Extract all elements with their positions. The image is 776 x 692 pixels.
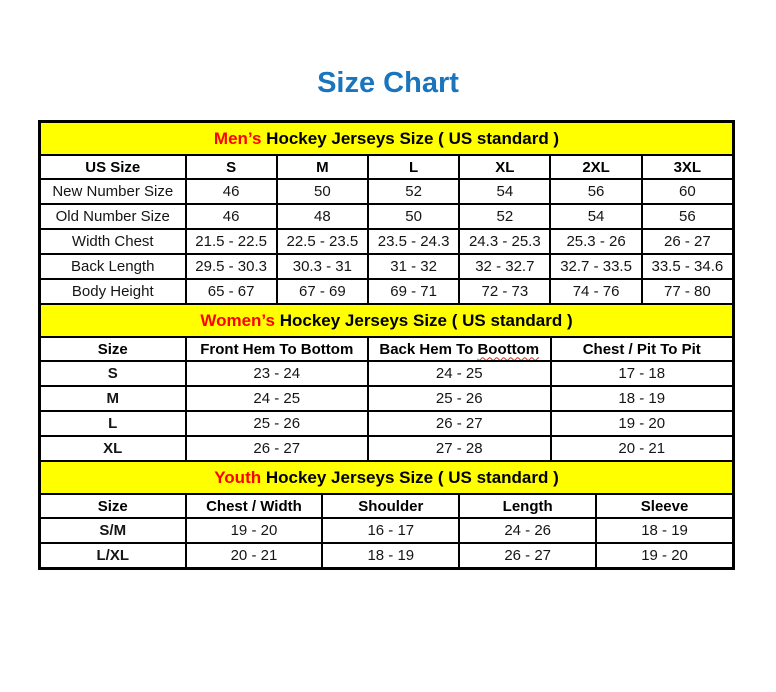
- size-value: 24 - 26: [459, 518, 596, 543]
- size-value: 18 - 19: [322, 543, 459, 568]
- size-value: 26 - 27: [459, 543, 596, 568]
- column-header: Size: [40, 337, 186, 361]
- table-row: [40, 254, 733, 279]
- size-value: 69 - 71: [368, 279, 459, 304]
- misspelled-word: Boottom: [477, 340, 540, 358]
- size-value: 23.5 - 24.3: [368, 229, 459, 254]
- table-row: [40, 386, 733, 411]
- size-table-mens: [39, 121, 734, 305]
- column-header: Back Hem To Boottom: [368, 337, 550, 361]
- column-header: Length: [459, 494, 596, 518]
- row-label: Width Chest: [40, 229, 186, 254]
- size-chart: [38, 120, 735, 570]
- size-value: 26 - 27: [186, 436, 368, 461]
- size-value: 26 - 27: [642, 229, 733, 254]
- section-header-mens: [40, 122, 733, 155]
- size-value: 46: [186, 204, 277, 229]
- size-value: 31 - 32: [368, 254, 459, 279]
- column-header: Shoulder: [322, 494, 459, 518]
- section-header-highlight: Youth: [214, 467, 262, 487]
- size-value: 27 - 28: [368, 436, 550, 461]
- size-table-womens: [39, 303, 734, 462]
- column-header: 3XL: [642, 155, 733, 179]
- size-value: 72 - 73: [459, 279, 550, 304]
- table-row: [40, 279, 733, 304]
- size-value: 16 - 17: [322, 518, 459, 543]
- size-value: 23 - 24: [186, 361, 368, 386]
- column-header: Front Hem To Bottom: [186, 337, 368, 361]
- size-value: 25.3 - 26: [550, 229, 641, 254]
- size-value: 17 - 18: [551, 361, 734, 386]
- column-header: M: [277, 155, 368, 179]
- size-value: 19 - 20: [186, 518, 323, 543]
- size-value: 30.3 - 31: [277, 254, 368, 279]
- column-header: US Size: [40, 155, 186, 179]
- size-value: 56: [642, 204, 733, 229]
- row-label: New Number Size: [40, 179, 186, 204]
- size-value: 18 - 19: [551, 386, 734, 411]
- size-value: 48: [277, 204, 368, 229]
- size-value: 65 - 67: [186, 279, 277, 304]
- section-header-text: Hockey Jerseys Size ( US standard ): [274, 310, 573, 330]
- column-header: Chest / Pit To Pit: [551, 337, 734, 361]
- table-row: [40, 229, 733, 254]
- section-header-womens: [40, 304, 733, 337]
- column-header: L: [368, 155, 459, 179]
- size-value: 21.5 - 22.5: [186, 229, 277, 254]
- table-row: [40, 543, 733, 568]
- column-header: Chest / Width: [186, 494, 323, 518]
- size-value: 50: [368, 204, 459, 229]
- size-value: 50: [277, 179, 368, 204]
- row-label: S/M: [40, 518, 186, 543]
- table-row: [40, 411, 733, 436]
- size-value: 33.5 - 34.6: [642, 254, 733, 279]
- column-header: Sleeve: [596, 494, 733, 518]
- size-value: 67 - 69: [277, 279, 368, 304]
- size-value: 24 - 25: [186, 386, 368, 411]
- size-value: 20 - 21: [551, 436, 734, 461]
- row-label: L/XL: [40, 543, 186, 568]
- row-label: Body Height: [40, 279, 186, 304]
- row-label: L: [40, 411, 186, 436]
- table-row: [40, 361, 733, 386]
- size-value: 25 - 26: [186, 411, 368, 436]
- row-label: M: [40, 386, 186, 411]
- size-value: 29.5 - 30.3: [186, 254, 277, 279]
- size-value: 24 - 25: [368, 361, 550, 386]
- size-value: 32.7 - 33.5: [550, 254, 641, 279]
- table-row: [40, 204, 733, 229]
- row-label: XL: [40, 436, 186, 461]
- row-label: Back Length: [40, 254, 186, 279]
- size-value: 25 - 26: [368, 386, 550, 411]
- table-row: [40, 436, 733, 461]
- section-header-text: Hockey Jerseys Size ( US standard ): [261, 467, 559, 487]
- section-header-highlight: Women’s: [200, 310, 275, 330]
- size-value: 74 - 76: [550, 279, 641, 304]
- size-value: 26 - 27: [368, 411, 550, 436]
- page-title: Size Chart: [317, 67, 459, 99]
- column-header: XL: [459, 155, 550, 179]
- size-value: 22.5 - 23.5: [277, 229, 368, 254]
- size-value: 77 - 80: [642, 279, 733, 304]
- size-value: 54: [550, 204, 641, 229]
- section-header-text: Hockey Jerseys Size ( US standard ): [261, 128, 560, 148]
- table-row: [40, 518, 733, 543]
- column-header: S: [186, 155, 277, 179]
- size-value: 56: [550, 179, 641, 204]
- size-value: 46: [186, 179, 277, 204]
- section-header-highlight: Men’s: [213, 128, 262, 148]
- row-label: Old Number Size: [40, 204, 186, 229]
- size-value: 60: [642, 179, 733, 204]
- column-header: 2XL: [550, 155, 641, 179]
- size-value: 52: [459, 204, 550, 229]
- size-value: 19 - 20: [596, 543, 733, 568]
- size-value: 19 - 20: [551, 411, 734, 436]
- size-value: 24.3 - 25.3: [459, 229, 550, 254]
- table-row: [40, 179, 733, 204]
- size-table-youth: [39, 460, 734, 569]
- column-header: Size: [40, 494, 186, 518]
- size-value: 54: [459, 179, 550, 204]
- size-value: 18 - 19: [596, 518, 733, 543]
- size-value: 20 - 21: [186, 543, 323, 568]
- row-label: S: [40, 361, 186, 386]
- section-header-youth: [40, 461, 733, 494]
- size-value: 32 - 32.7: [459, 254, 550, 279]
- size-value: 52: [368, 179, 459, 204]
